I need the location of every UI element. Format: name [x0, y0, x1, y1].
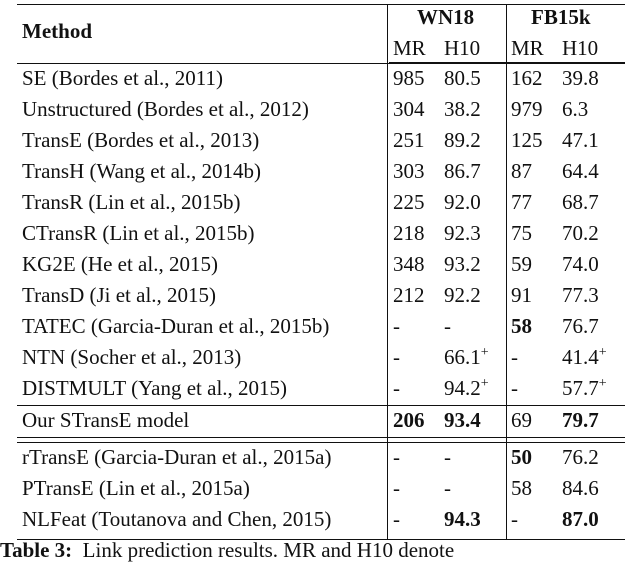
- wn-mr-cell-value: -: [393, 507, 400, 531]
- method-cell-value: SE (Bordes et al., 2011): [22, 66, 224, 90]
- method-cell: [22, 347, 241, 368]
- fb-h10-cell-value: 39.8: [562, 66, 599, 90]
- wn-mr-cell: [393, 99, 425, 120]
- method-cell-value: KG2E (He et al., 2015): [22, 252, 218, 276]
- fb-mr-cell-value: -: [511, 345, 518, 369]
- fb-mr-cell: [511, 378, 518, 399]
- fb-h10-cell: [562, 254, 599, 275]
- fb-h10-cell: [562, 410, 599, 431]
- method-cell: [22, 509, 331, 530]
- fb-h10-cell-value: 76.7: [562, 314, 599, 338]
- fb-mr-cell-value: -: [511, 376, 518, 400]
- wn-mr-cell: [393, 68, 425, 89]
- wn-mr-cell: [393, 478, 400, 499]
- wn-mr-cell-value: 251: [393, 128, 425, 152]
- fb-h10-cell: [562, 347, 607, 368]
- fb-h10-cell-value: 70.2: [562, 221, 599, 245]
- method-cell-value: rTransE (Garcia-Duran et al., 2015a): [22, 445, 332, 469]
- fb-mr-cell: [511, 130, 543, 151]
- method-cell-value: TransH (Wang et al., 2014b): [22, 159, 261, 183]
- fb-mr-cell: [511, 347, 518, 368]
- wn-mr-cell-value: 212: [393, 283, 425, 307]
- fb-mr-cell: [511, 192, 532, 213]
- method-cell-value: PTransE (Lin et al., 2015a): [22, 476, 250, 500]
- fb-h10-cell-value: 74.0: [562, 252, 599, 276]
- wn-h10-cell-value: 93.2: [444, 252, 481, 276]
- method-cell: [22, 316, 329, 337]
- wn-h10-cell: [444, 478, 451, 499]
- wn-mr-cell: [393, 130, 425, 151]
- fb-h10-cell: [562, 223, 599, 244]
- fb-mr-cell: [511, 99, 543, 120]
- method-cell: [22, 223, 255, 244]
- header-bottom-rule: [17, 63, 625, 64]
- wn-mr-cell: [393, 410, 425, 431]
- wn-mr-cell-value: 218: [393, 221, 425, 245]
- wn-h10-cell-value: 94.2: [444, 376, 481, 400]
- method-cell: [22, 478, 250, 499]
- fb-mr-cell: [511, 285, 532, 306]
- wn-h10-cell-value: -: [444, 476, 451, 500]
- fb-h10-cell: [562, 447, 599, 468]
- wn-h10-cell: [444, 254, 481, 275]
- wn-h10-cell-value: 92.0: [444, 190, 481, 214]
- wn-h10-cell-value: 86.7: [444, 159, 481, 183]
- header-fb-h10: H10: [562, 36, 599, 60]
- fb-h10-cell-value: 41.4: [562, 345, 599, 369]
- wn-mr-cell-value: -: [393, 345, 400, 369]
- fb-h10-cell-value: 84.6: [562, 476, 599, 500]
- superscript-mark: +: [598, 345, 607, 360]
- fb-h10-cell-value: 64.4: [562, 159, 599, 183]
- method-cell-value: TransR (Lin et al., 2015b): [22, 190, 241, 214]
- fb-mr-cell-value: 125: [511, 128, 543, 152]
- double-rule-bottom: [17, 442, 625, 443]
- table-caption: [0, 540, 630, 561]
- fb-mr-cell-value: 50: [511, 445, 532, 469]
- method-cell-value: Our STransE model: [22, 408, 190, 432]
- fb-h10-cell: [562, 316, 599, 337]
- fb-h10-cell-value: 87.0: [562, 507, 599, 531]
- method-cell: [22, 192, 241, 213]
- group-rule: [17, 405, 625, 406]
- fb-mr-cell: [511, 478, 532, 499]
- wn-mr-cell: [393, 509, 400, 530]
- fb-mr-cell-value: 91: [511, 283, 532, 307]
- results-table: [17, 4, 625, 542]
- wn-h10-cell-value: 93.4: [444, 408, 481, 432]
- header-method: Method: [22, 19, 92, 43]
- method-divider: [387, 4, 388, 539]
- wn-mr-cell-value: 225: [393, 190, 425, 214]
- method-cell: [22, 447, 331, 468]
- wn-mr-cell: [393, 223, 425, 244]
- superscript-mark: +: [598, 376, 607, 391]
- header-wn18: WN18: [417, 5, 475, 29]
- method-cell: [22, 254, 218, 275]
- fb-mr-cell: [511, 161, 532, 182]
- method-cell: [22, 285, 216, 306]
- method-cell: [22, 378, 287, 399]
- wn-mr-cell-value: 348: [393, 252, 425, 276]
- fb-mr-cell-value: 87: [511, 159, 532, 183]
- fb-h10-cell-value: 6.3: [562, 97, 589, 121]
- fb-mr-cell-value: 75: [511, 221, 532, 245]
- fb-mr-cell-value: 58: [511, 476, 532, 500]
- method-cell: [22, 410, 189, 431]
- wn-h10-cell-value: 94.3: [444, 507, 481, 531]
- wn-h10-cell-value: 38.2: [444, 97, 481, 121]
- wn-h10-cell: [444, 509, 481, 530]
- wn-mr-cell: [393, 316, 400, 337]
- method-cell-value: TATEC (Garcia-Duran et al., 2015b): [22, 314, 330, 338]
- wn-h10-cell-value: -: [444, 445, 451, 469]
- method-cell: [22, 130, 259, 151]
- fb-h10-cell: [562, 192, 599, 213]
- wn-mr-cell-value: 985: [393, 66, 425, 90]
- fb-h10-cell: [562, 478, 599, 499]
- fb-h10-cell-value: 47.1: [562, 128, 599, 152]
- fb-mr-cell: [511, 509, 518, 530]
- wn-h10-cell-value: 89.2: [444, 128, 481, 152]
- fb-mr-cell-value: 979: [511, 97, 543, 121]
- fb-mr-cell-value: 59: [511, 252, 532, 276]
- wn-h10-cell: [444, 161, 481, 182]
- fb-h10-cell-value: 77.3: [562, 283, 599, 307]
- method-cell-value: NTN (Socher et al., 2013): [22, 345, 242, 369]
- wn-h10-cell-value: 92.3: [444, 221, 481, 245]
- fb-mr-cell: [511, 254, 532, 275]
- fb-h10-cell: [562, 99, 588, 120]
- method-cell-value: TransE (Bordes et al., 2013): [22, 128, 260, 152]
- fb-mr-cell-value: 77: [511, 190, 532, 214]
- double-rule-top: [17, 437, 625, 438]
- fb-h10-cell-value: 76.2: [562, 445, 599, 469]
- wn-mr-cell: [393, 254, 425, 275]
- wn-h10-cell: [444, 316, 451, 337]
- superscript-mark: +: [480, 376, 489, 391]
- wn-mr-cell-value: 304: [393, 97, 425, 121]
- wn-mr-cell-value: -: [393, 445, 400, 469]
- method-cell-value: TransD (Ji et al., 2015): [22, 283, 217, 307]
- wn-h10-cell: [444, 347, 489, 368]
- fb-mr-cell-value: 162: [511, 66, 543, 90]
- wn-h10-cell: [444, 285, 481, 306]
- wn-h10-cell: [444, 410, 481, 431]
- caption-label: Table 3:: [0, 538, 73, 562]
- wn-h10-cell: [444, 378, 489, 399]
- wn-mr-cell-value: -: [393, 376, 400, 400]
- wn-mr-cell-value: -: [393, 314, 400, 338]
- fb-mr-cell: [511, 68, 543, 89]
- wn-h10-cell: [444, 223, 481, 244]
- fb-mr-cell: [511, 316, 532, 337]
- wn-mr-cell: [393, 347, 400, 368]
- fb-mr-cell: [511, 223, 532, 244]
- fb-h10-cell: [562, 68, 599, 89]
- wn-mr-cell: [393, 447, 400, 468]
- wn-mr-cell-value: 206: [393, 408, 425, 432]
- method-cell-value: NLFeat (Toutanova and Chen, 2015): [22, 507, 332, 531]
- wn-h10-cell-value: 66.1: [444, 345, 481, 369]
- wn-h10-cell: [444, 192, 481, 213]
- wn-mr-cell: [393, 161, 425, 182]
- fb-h10-cell-value: 79.7: [562, 408, 599, 432]
- method-cell-value: Unstructured (Bordes et al., 2012): [22, 97, 309, 121]
- wn-h10-cell: [444, 68, 481, 89]
- wn-h10-cell: [444, 99, 481, 120]
- wn-h10-cell: [444, 447, 451, 468]
- fb-h10-cell: [562, 285, 599, 306]
- fb-mr-cell-value: 69: [511, 408, 532, 432]
- fb-h10-cell: [562, 130, 599, 151]
- wn-h10-cell-value: 92.2: [444, 283, 481, 307]
- method-cell: [22, 68, 223, 89]
- superscript-mark: +: [480, 345, 489, 360]
- wn-mr-cell: [393, 285, 425, 306]
- header-fb15k: FB15k: [531, 5, 591, 29]
- wn-mr-cell: [393, 378, 400, 399]
- method-cell-value: DISTMULT (Yang et al., 2015): [22, 376, 288, 400]
- dataset-divider: [506, 4, 507, 539]
- wn-h10-cell-value: 80.5: [444, 66, 481, 90]
- method-cell: [22, 99, 309, 120]
- fb-mr-cell: [511, 447, 532, 468]
- fb-mr-cell: [511, 410, 532, 431]
- fb-h10-cell-value: 57.7: [562, 376, 599, 400]
- fb-h10-cell: [562, 509, 599, 530]
- fb-h10-cell: [562, 378, 607, 399]
- wn-mr-cell-value: -: [393, 476, 400, 500]
- wn-h10-cell: [444, 130, 481, 151]
- wn-mr-cell: [393, 192, 425, 213]
- fb-h10-cell: [562, 161, 599, 182]
- wn-h10-cell-value: -: [444, 314, 451, 338]
- wn-mr-cell-value: 303: [393, 159, 425, 183]
- fb-mr-cell-value: -: [511, 507, 518, 531]
- fb-h10-cell-value: 68.7: [562, 190, 599, 214]
- fb-mr-cell-value: 58: [511, 314, 532, 338]
- header-wn-h10: H10: [444, 36, 481, 60]
- header-wn-mr: MR: [393, 36, 426, 60]
- header-fb-mr: MR: [511, 36, 544, 60]
- method-cell-value: CTransR (Lin et al., 2015b): [22, 221, 255, 245]
- method-cell: [22, 161, 261, 182]
- caption-text: Link prediction results. MR and H10 denote: [82, 538, 455, 562]
